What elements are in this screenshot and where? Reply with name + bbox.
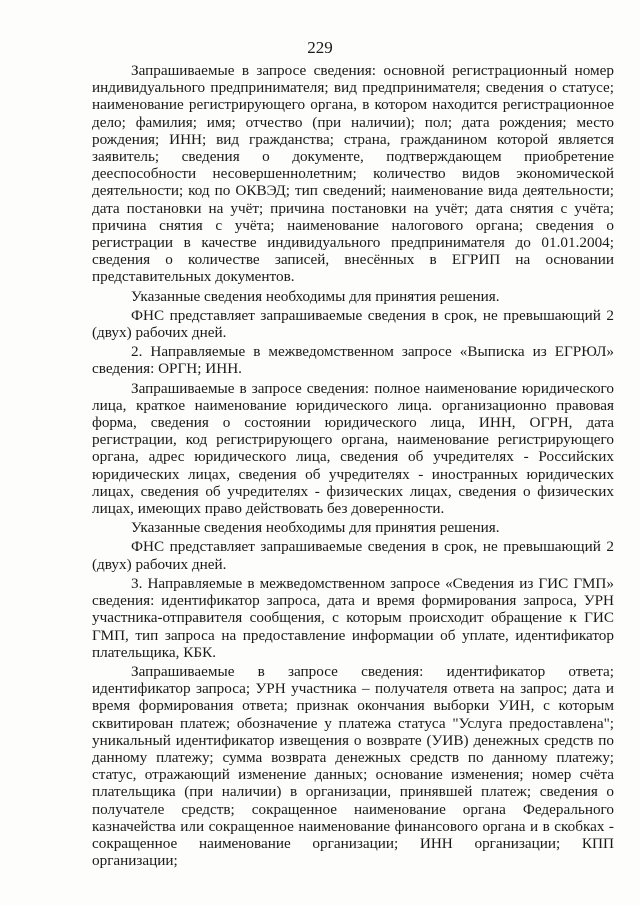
paragraph-gis-gmp-requested-data: Запрашиваемые в запросе сведения: идентификатор ответа; идентификатор запроса; УРН участника – получателя ответа на запрос; дата и время формирования ответа; признак окончания выборки УИН, с которым сквитирован платеж; обозначение у платежа статуса "Услуга предоставлена"; уникальный идентификатор извещения о возврате (УИВ) денежных средств по данному платежу; сумма возврата денежных средств по данному платежу; статус, отражающий изменение данных; основание изменения; номер счёта плательщика (при наличии) в организации, принявшей платеж; сведения о получателе средств; сокращенное наименование органа Федерального казначейства или сокращенное наименование финансового органа и в скобках - сокращенное наименование организации; ИНН организации; КПП организации; (92, 662, 614, 870)
paragraph-fns-deadline-1: ФНС представляет запрашиваемые сведения в срок, не превышающий 2 (двух) рабочих дней. (92, 306, 614, 342)
paragraph-egrul-requested-data: Запрашиваемые в запросе сведения: полное наименование юридического лица, краткое наименование юридического лица. организационно правовая форма, сведения о состоянии юридического лица, ИНН, ОГРН, дата регистрации, код регистрирующего органа, наименование регистрирующего органа, адрес юридического лица, сведения об учредителях - Российских юридических лицах, сведения об учредителях - иностранных юридических лицах, сведения об учредителях - физических лицах, сведения о физических лицах, имеющих право действовать без доверенности. (92, 379, 614, 518)
page-number: 229 (307, 38, 333, 57)
paragraph-fns-deadline-2: ФНС представляет запрашиваемые сведения в срок, не превышающий 2 (двух) рабочих дней. (92, 538, 614, 573)
paragraph-ip-requested-data: Запрашиваемые в запросе сведения: основной регистрационный номер индивидуального предпринимателя; вид предпринимателя; сведения о статусе; наименование регистрирующего органа, в котором находится регистрационное дело; фамилия; имя; отчество (при наличии); пол; дата рождения; место рождения; ИНН; вид гражданства; страна, гражданином которой является заявитель; сведения о документе, подтверждающем приобретение дееспособности несовершеннолетним; количество видов экономической деятельности; код по ОКВЭД; тип сведений; наименование вида деятельности; дата постановки на учёт; причина постановки на учёт; дата снятия с учёта; причина снятия с учёта; наименование налогового органа; сведения о регистрации в качестве индивидуального предпринимателя до 01.01.2004; сведения о количестве записей, внесённых в ЕГРИП на основании представительных документов. (92, 62, 614, 286)
document-body (92, 62, 614, 869)
paragraph-purpose-1: Указанные сведения необходимы для принятия решения. (131, 287, 500, 305)
paragraph-purpose-2: Указанные сведения необходимы для принятия решения. (131, 519, 500, 537)
paragraph-gis-gmp-request: 3. Направляемые в межведомственном запросе «Сведения из ГИС ГМП» сведения: идентификатор запроса, дата и время формирования запроса, УРН участника-отправителя сообщения, с которым происходит обращение к ГИС ГМП, тип запроса на предоставление информации об уплате, идентификатор плательщика, КБК. (92, 574, 614, 661)
paragraph-egrul-request: 2. Направляемые в межведомственном запросе «Выписка из ЕГРЮЛ» сведения: ОРГН; ИНН. (92, 343, 614, 378)
